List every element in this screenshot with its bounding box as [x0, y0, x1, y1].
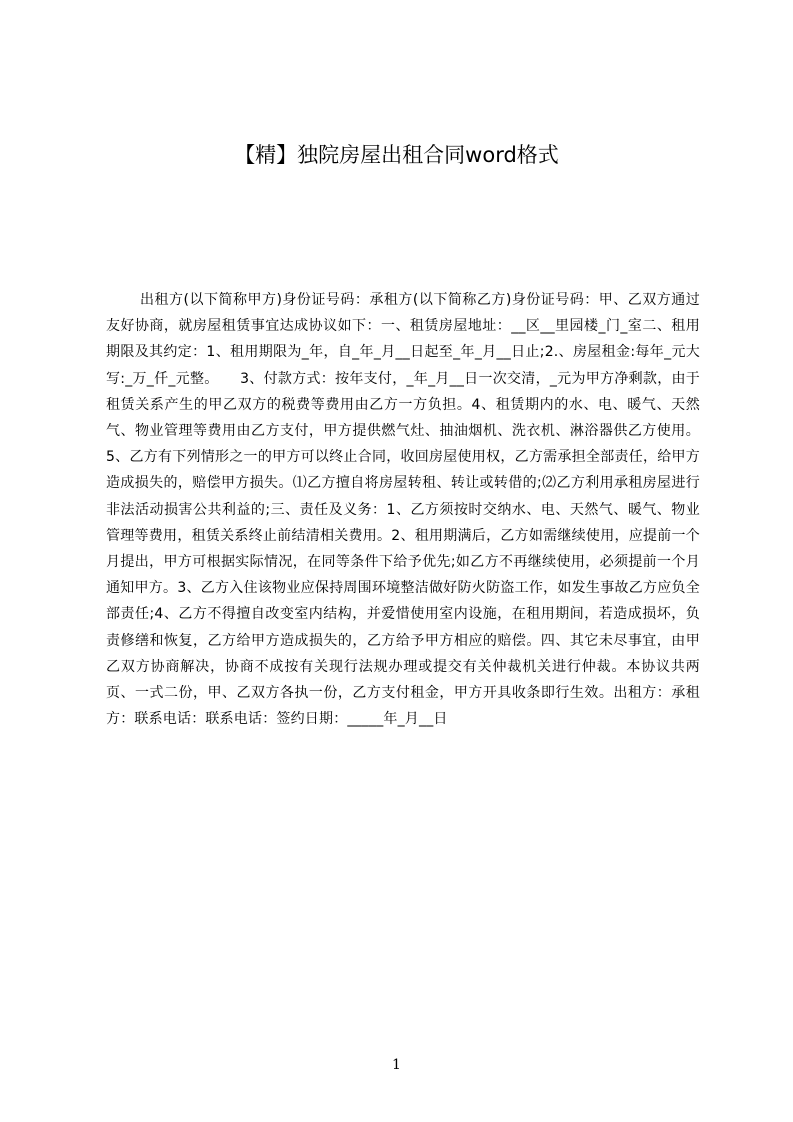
document-body: [106, 287, 700, 807]
page-number: 1: [392, 1057, 401, 1073]
contract-body-text: 出租方(以下简称甲方)身份证号码：承租方(以下简称乙方)身份证号码：甲、乙双方通过友好协商，就房屋租赁事宜达成协议如下：一、租赁房屋地址：__区__里园楼_门_室二、租用期限及其约定：1、租用期限为_年，自_年_月__日起至_年_月__日止;2.、房屋租金:每年_元大写:_万_仟_元整。 3、付款方式：按年支付，_年_月__日一次交清，_元为甲方净剩款，由于租赁关系产生的甲乙双方的税费等费用由乙方一方负担。4、租赁期内的水、电、暖气、天然气、物业管理等费用由乙方支付，甲方提供燃气灶、抽油烟机、洗衣机、淋浴器供乙方使用。5、乙方有下列情形之一的甲方可以终止合同，收回房屋使用权，乙方需承担全部责任，给甲方造成损失的，赔偿甲方损失。⑴乙方擅自将房屋转租、转让或转借的;⑵乙方利用承租房屋进行非法活动损害公共利益的;三、责任及义务：1、乙方须按时交纳水、电、天然气、暖气、物业管理等费用，租赁关系终止前结清相关费用。2、租用期满后，乙方如需继续使用，应提前一个月提出，甲方可根据实际情况，在同等条件下给予优先;如乙方不再继续使用，必须提前一个月通知甲方。3、乙方入住该物业应保持周围环境整洁做好防火防盗工作，如发生事故乙方应负全部责任;4、乙方不得擅自改变室内结构，并爱惜使用室内设施，在租用期间，若造成损坏，负责修缮和恢复，乙方给甲方造成损失的，乙方给予甲方相应的赔偿。四、其它未尽事宜，由甲乙双方协商解决，协商不成按有关现行法规办理或提交有关仲裁机关进行仲裁。本协议共两页、一式二份，甲、乙双方各执一份，乙方支付租金，甲方开具收条即行生效。出租方：承租方：联系电话：联系电话：签约日期：_____年_月__日: [106, 292, 700, 728]
document-title: 【精】独院房屋出租合同word格式: [234, 143, 559, 167]
